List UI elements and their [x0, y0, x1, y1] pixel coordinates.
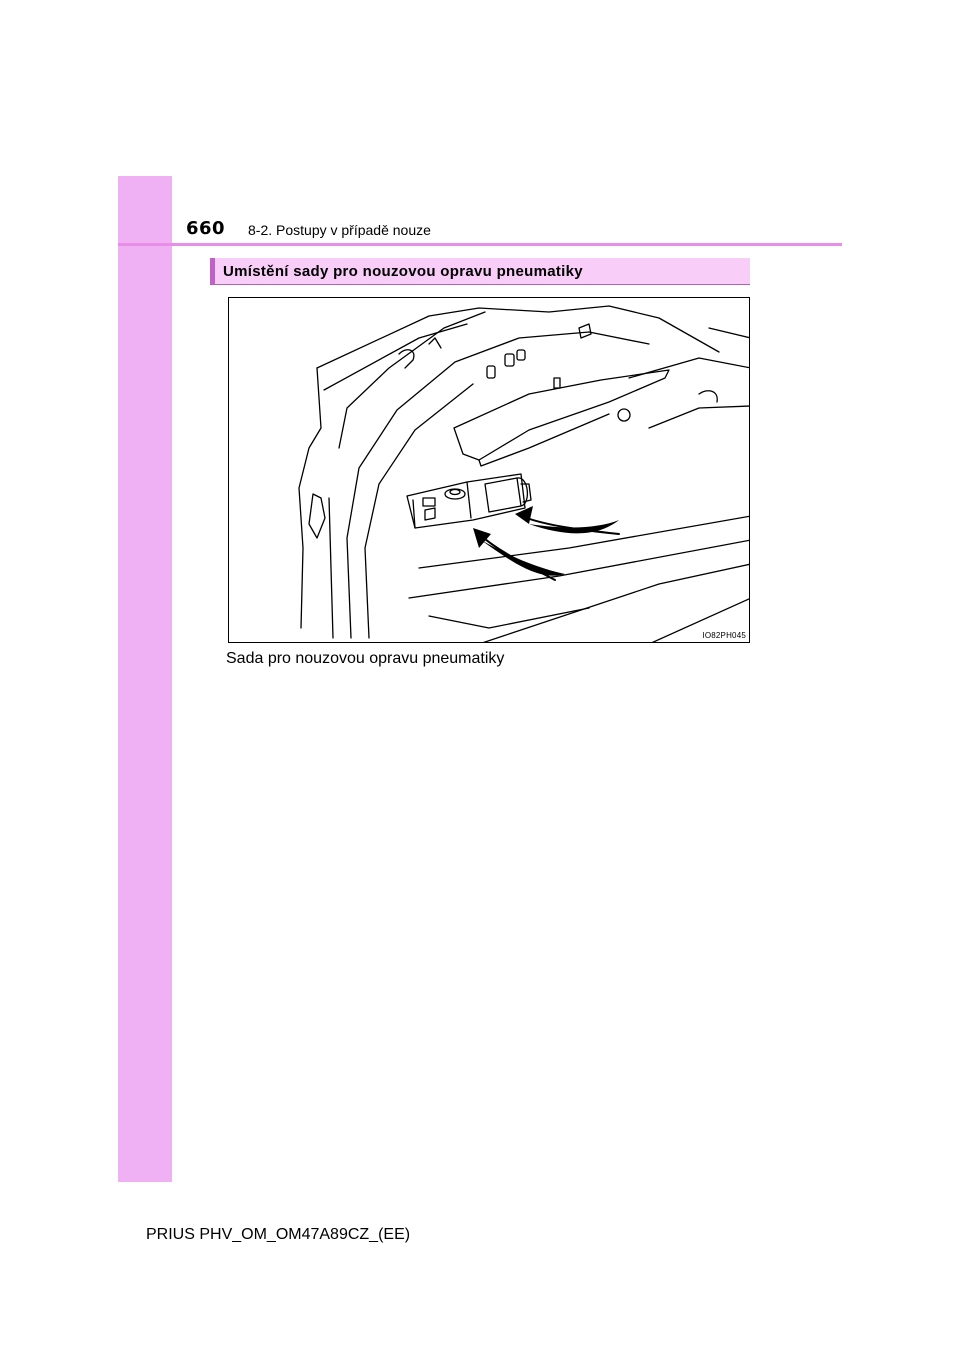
- subheading-accent: [210, 258, 215, 284]
- figure-code: IO82PH045: [702, 631, 746, 640]
- subheading-title: Umístění sady pro nouzovou opravu pneumatiky: [223, 263, 583, 280]
- page-number: 660: [186, 218, 226, 239]
- trunk-top-edge: [317, 306, 719, 368]
- floor-edge: [419, 516, 750, 568]
- trunk-line-drawing: [229, 298, 750, 643]
- figure-caption: Sada pro nouzovou opravu pneumatiky: [226, 650, 505, 667]
- section-title: 8-2. Postupy v případě nouze: [248, 222, 431, 238]
- side-tab-strip: [118, 176, 172, 1182]
- body-left-edge: [299, 368, 321, 628]
- header-divider: [118, 243, 842, 246]
- footer-document-code: PRIUS PHV_OM_OM47A89CZ_(EE): [146, 1226, 411, 1243]
- subheading-bar: [210, 258, 750, 285]
- trunk-illustration: [228, 297, 750, 643]
- cargo-board: [454, 370, 669, 460]
- inner-frame-edge: [339, 312, 485, 448]
